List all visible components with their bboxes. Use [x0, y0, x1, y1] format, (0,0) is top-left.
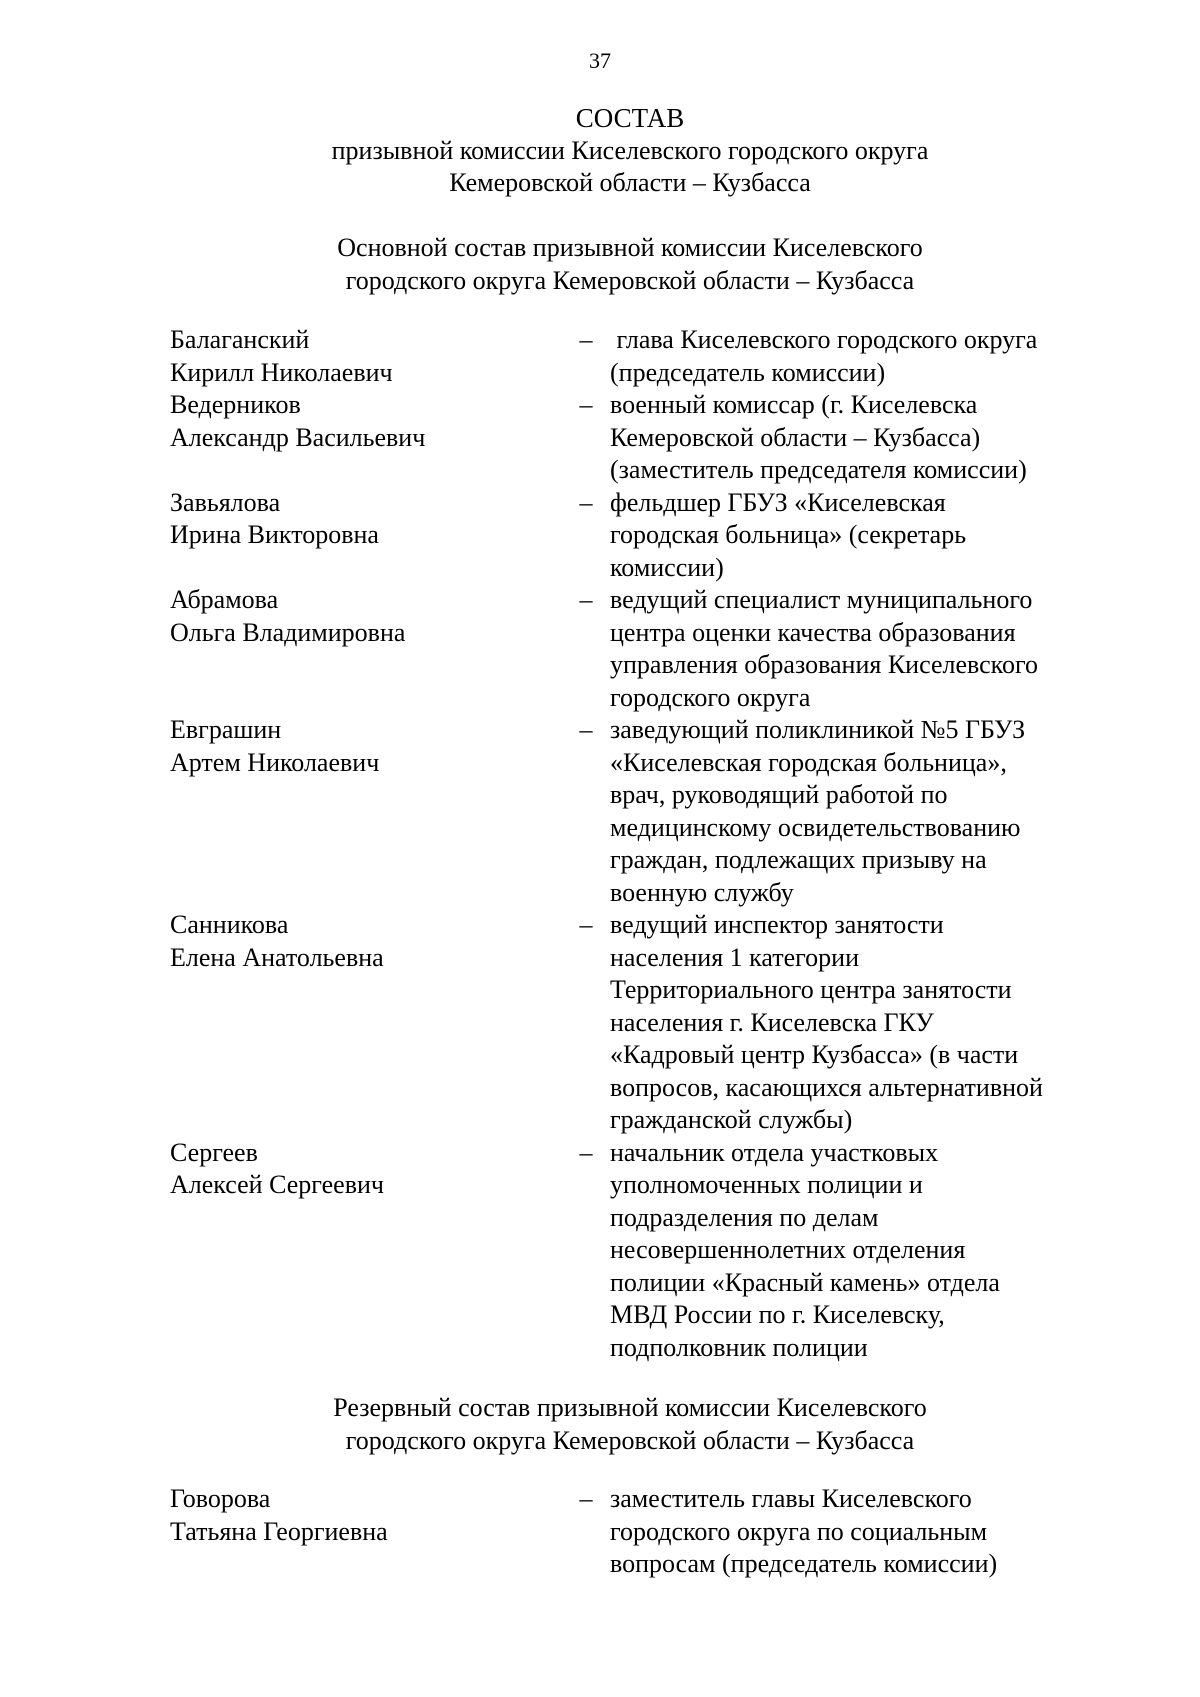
member-name [170, 584, 570, 649]
dash-separator: – [579, 910, 593, 939]
role-line: гражданской службы) [610, 1105, 853, 1134]
role-line: (председатель комиссии) [610, 357, 886, 387]
role-line: врач, руководящий работой по [610, 780, 948, 809]
role-line: заместитель главы Киселевского [610, 1484, 972, 1513]
role-line: ведущий инспектор занятости [610, 910, 944, 939]
member-name [170, 714, 570, 779]
member-name [170, 909, 570, 974]
role-line: медицинскому освидетельствованию [610, 812, 1021, 842]
member-given-names: Елена Анатольевна [170, 942, 384, 972]
dash-separator: – [579, 715, 593, 744]
member-role [610, 1483, 1100, 1581]
dash-separator: – [579, 585, 593, 614]
heading-line: Резервный состав призывной комиссии Киселевского [333, 1393, 927, 1422]
member-name [170, 1483, 570, 1548]
main-section-heading [170, 232, 1090, 297]
member-surname: Балаганский [170, 325, 310, 354]
member-entry [170, 389, 1100, 487]
member-given-names: Артем Николаевич [170, 747, 380, 777]
member-entry [170, 487, 1100, 585]
role-line: «Кадровый центр Кузбасса» (в части [610, 1040, 1019, 1069]
member-surname: Говорова [170, 1484, 271, 1513]
role-line: Территориального центра занятости [610, 975, 1012, 1004]
member-entry [170, 584, 1100, 714]
member-entry [170, 1483, 1100, 1581]
role-line: центра оценки качества образования [610, 617, 1016, 647]
member-surname: Абрамова [170, 585, 279, 614]
member-entry [170, 1137, 1100, 1365]
member-given-names: Александр Васильевич [170, 422, 426, 452]
role-line: МВД России по г. Киселевску, [610, 1300, 945, 1329]
role-line: населения г. Киселевска ГКУ [610, 1007, 934, 1037]
role-line: несовершеннолетних отделения [610, 1235, 966, 1264]
member-given-names: Ирина Викторовна [170, 520, 379, 549]
reserve-members-list [170, 1483, 1100, 1581]
dash-separator: – [579, 325, 593, 354]
role-line: уполномоченных полиции и [610, 1170, 923, 1199]
role-line: фельдшер ГБУЗ «Киселевская [610, 487, 946, 517]
member-entry [170, 714, 1100, 909]
member-surname: Сергеев [170, 1137, 258, 1167]
role-line: городского округа по социальным [610, 1516, 988, 1546]
dash-separator: – [579, 1137, 593, 1167]
role-line: начальник отдела участковых [610, 1137, 939, 1167]
member-role [610, 584, 1100, 714]
member-name [170, 1137, 570, 1202]
dash-separator: – [579, 1484, 593, 1513]
member-surname: Евграшин [170, 715, 282, 744]
member-role [610, 714, 1100, 909]
role-line: комиссии) [610, 552, 724, 582]
heading-line: городского округа Кемеровской области – Кузбасса [345, 1425, 915, 1455]
member-given-names: Кирилл Николаевич [170, 357, 393, 387]
member-entry [170, 909, 1100, 1137]
member-role [610, 1137, 1100, 1365]
role-line: управления образования Киселевского [610, 650, 1038, 679]
role-line: ведущий специалист муниципального [610, 585, 1033, 614]
role-line: граждан, подлежащих призыву на [610, 845, 987, 874]
member-role [610, 487, 1100, 585]
heading-line: городского округа Кемеровской области – Кузбасса [345, 265, 915, 295]
role-line: (заместитель председателя комиссии) [610, 455, 1027, 484]
title-line: Кемеровской области – Кузбасса [449, 168, 811, 197]
role-line: военный комиссар (г. Киселевска [610, 390, 978, 419]
role-line: вопросам (председатель комиссии) [610, 1549, 998, 1578]
role-line: городского округа [610, 682, 811, 712]
role-line: городская больница» (секретарь [610, 520, 967, 549]
role-line: подполковник полиции [610, 1332, 868, 1362]
dash-separator: – [579, 390, 593, 419]
role-line: населения 1 категории [610, 942, 860, 972]
member-role [610, 909, 1100, 1137]
member-role [610, 324, 1100, 389]
member-surname: Санникова [170, 910, 289, 939]
role-line: глава Киселевского городского округа [610, 325, 1038, 354]
member-surname: Ведерников [170, 390, 301, 419]
title-word: СОСТАВ [575, 103, 685, 133]
member-name [170, 487, 570, 552]
role-line: полиции «Красный камень» отдела [610, 1267, 1000, 1297]
reserve-section-heading [170, 1392, 1090, 1457]
role-line: Кемеровской области – Кузбасса) [610, 422, 981, 452]
document-title [170, 102, 1090, 200]
member-surname: Завьялова [170, 487, 281, 517]
role-line: заведующий поликлиникой №5 ГБУЗ [610, 715, 1026, 744]
main-members-list [170, 324, 1100, 1364]
page-number: 37 [589, 48, 611, 73]
member-name [170, 324, 570, 389]
member-entry [170, 324, 1100, 389]
role-line: военную службу [610, 877, 794, 907]
title-line: призывной комиссии Киселевского городского округа [331, 135, 929, 165]
member-given-names: Татьяна Георгиевна [170, 1516, 388, 1546]
member-name [170, 389, 570, 454]
dash-separator: – [579, 487, 593, 517]
member-role [610, 389, 1100, 487]
heading-line: Основной состав призывной комиссии Киселевского [337, 233, 923, 262]
role-line: подразделения по делам [610, 1202, 879, 1232]
role-line: вопросов, касающихся альтернативной [610, 1072, 1043, 1102]
member-given-names: Ольга Владимировна [170, 617, 406, 647]
role-line: «Киселевская городская больница», [610, 747, 1007, 777]
member-given-names: Алексей Сергеевич [170, 1170, 384, 1199]
